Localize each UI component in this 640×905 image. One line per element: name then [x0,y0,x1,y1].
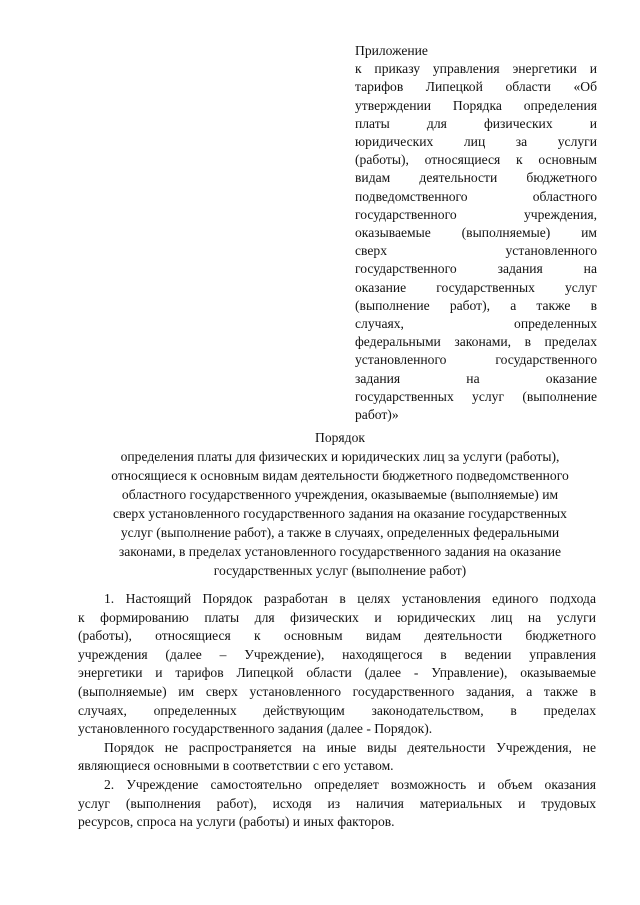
heading-line: законами, в пределах установленного государственного задания на оказание [118,544,562,559]
appendix-line: (выполнение работ), а также в [355,297,597,313]
heading-line: областного государственного учреждения, оказываемые (выполняемые) им [121,487,559,502]
appendix-line: задания на оказание [355,370,597,386]
heading-line: государственных услуг (выполнение работ) [213,563,467,578]
appendix-line: оказываемые (выполняемые) им [355,225,597,241]
appendix-line: тарифов Липецкой области «Об [355,79,597,95]
heading-title: Порядок [315,430,365,445]
appendix-line: федеральными законами, в пределах [355,334,597,350]
appendix-text [355,60,597,424]
heading-line: сверх установленного государственного задания на оказание государственных [113,506,567,521]
paragraph-line: учреждения (далее – Учреждение), находящегося в ведении управления [78,646,596,662]
appendix-line: государственного учреждения, [355,206,597,222]
appendix-line: (работы), относящиеся к основным [355,152,597,168]
appendix-line: сверх установленного [355,243,597,259]
paragraph-line: 1. Настоящий Порядок разработан в целях установления единого подхода [104,591,596,606]
appendix-line: государственных услуг (выполнение [355,388,597,404]
paragraph-line: ресурсов, спроса на услуги (работы) и иных факторов. [78,814,395,830]
appendix-line: юридических лиц за услуги [355,134,597,150]
heading-line: услуг (выполнение работ), а также в случаях, определенных федеральными [120,525,560,540]
appendix-line: установленного государственного [355,352,597,368]
document-heading [60,428,620,580]
appendix-line: работ)» [355,407,399,423]
appendix-line: подведомственного областного [355,188,597,204]
paragraph-line: установленного государственного задания (далее - Порядок). [78,721,433,737]
paragraph-3 [78,776,596,832]
paragraph-1 [78,590,596,739]
appendix-line: видам деятельности бюджетного [355,170,597,186]
heading-line: определения платы для физических и юридических лиц за услуги (работы), [120,449,560,464]
paragraph-line: случаях, определенных действующим законодательством, в пределах [78,702,596,718]
appendix-line: оказание государственных услуг [355,279,597,295]
appendix-block [355,42,597,424]
appendix-title: Приложение [355,43,428,58]
paragraph-2 [78,739,596,776]
appendix-line: платы для физических и [355,115,597,131]
document-body [78,590,596,832]
heading-line: относящиеся к основным видам деятельности бюджетного подведомственного [111,468,569,483]
paragraph-line: 2. Учреждение самостоятельно определяет возможность и объем оказания [104,776,596,792]
paragraph-line: услуг (выполнения работ), исходя из наличия материальных и трудовых [78,795,596,811]
paragraph-line: (выполняемые) им сверх установленного государственного задания, а также в [78,683,596,699]
paragraph-line: к формированию платы для физических и юридических лиц на услуги [78,609,596,625]
paragraph-line: являющиеся основными в соответствии с его уставом. [78,758,394,774]
appendix-line: к приказу управления энергетики и [355,61,597,77]
paragraph-line: энергетики и тарифов Липецкой области (далее - Управление), оказываемые [78,665,596,681]
appendix-line: случаях, определенных [355,316,597,332]
appendix-line: государственного задания на [355,261,597,277]
paragraph-line: (работы), относящиеся к основным видам деятельности бюджетного [78,628,596,644]
appendix-line: утверждении Порядка определения [355,97,597,113]
paragraph-line: Порядок не распространяется на иные виды деятельности Учреждения, не [104,739,596,755]
